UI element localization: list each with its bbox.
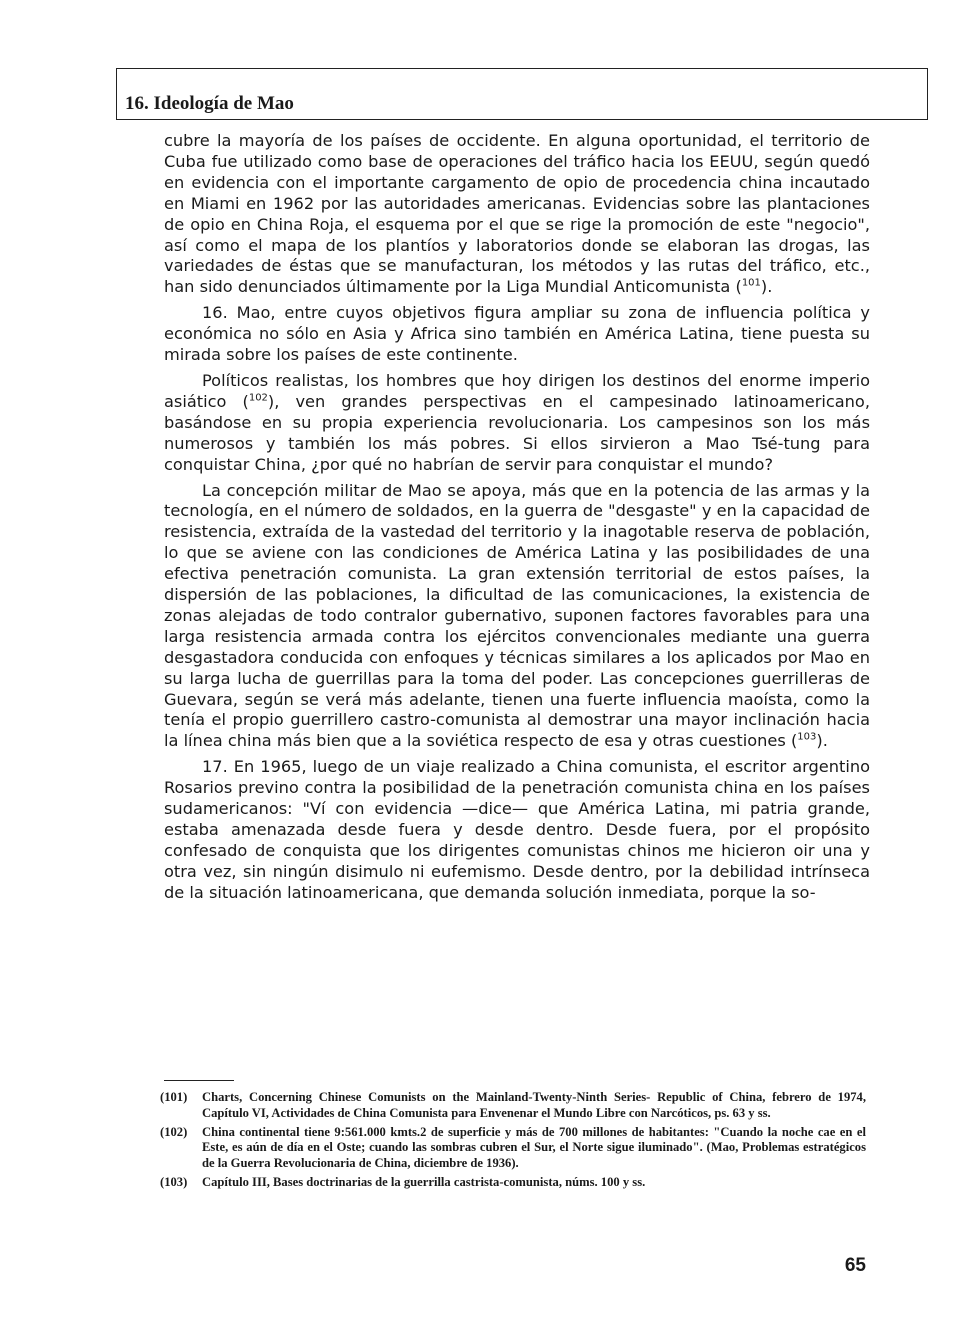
chapter-header xyxy=(116,68,928,120)
footnote-text: China continental tiene 9:561.000 kmts.2 de superficie y más de 700 millones de habitantes: "Cuando la noche cae en el Este, es aún de día en el Oste; cuando las sombras cubren el Sur, el Norte sigue iluminado". (Mao, Problemas estratégicos de la Guerra Revolucionaria de China, diciembre de 1936). xyxy=(202,1124,866,1171)
footnote-ref: 102 xyxy=(248,392,268,404)
paragraph: Políticos realistas, los hombres que hoy dirigen los destinos del enorme imperio asiático ($^{102}$), ven grandes perspectivas en el campesinado latinoamericano, basándose en su propia experiencia revolucionaria. Los campesinos son los más numerosos y también los más pobres. Si ellos sirvieron a Mao Tsé-tung para conquistar China, ¿por qué no habrían de servir para conquistar el mundo? xyxy=(164,370,870,474)
footnote xyxy=(160,1175,866,1191)
footnotes xyxy=(160,1090,866,1194)
page-number: 65 xyxy=(844,1255,866,1276)
paragraph: cubre la mayoría de los países de occidente. En alguna oportunidad, el territorio de Cuba fue utilizado como base de operaciones del tráfico hacia los EEUU, según quedó en evidencia con el importante cargamento de opio de procedencia china incautado en Miami en 1962 por las autoridades americanas. Evidencias sobre las plantaciones de opio en China Roja, el esquema por el que se rige la promoción de este "negocio", así como el mapa de los plantíos y laboratorios donde se elaboran las drogas, las variedades de éstas que se manufacturan, los métodos y las rutas del tráfico, etc., han sido denunciados últimamente por la Liga Mundial Anticomunista ($^{101}$). xyxy=(164,131,870,297)
footnote-divider xyxy=(164,1080,234,1081)
paragraph: 17. En 1965, luego de un viaje realizado a China comunista, el escritor argentino Rosarios previno contra la posibilidad de la penetración comunista china en los países sudamericanos: "Ví con evidencia —dice— que América Latina, mi patria grande, estaba amenazada desde fuera y desde dentro. Desde fuera, por el propósito confesado de conquista que los dirigentes comunistas chinos me hicieron oir una y otra vez, sin ningún disimulo ni eufemismo. Desde dentro, por la debilidad intrínseca de la situación latinoamericana, que demanda solución inmediata, porque la so- xyxy=(164,757,870,902)
footnote-text: Capítulo III, Bases doctrinarias de la guerrilla castrista-comunista, núms. 100 y ss. xyxy=(202,1174,646,1189)
chapter-title: 16. Ideología de Mao xyxy=(125,93,294,114)
footnote-number: (102) xyxy=(160,1124,188,1139)
paragraph: 16. Mao, entre cuyos objetivos figura ampliar su zona de influencia política y económica no sólo en Asia y Africa sino también en América Latina, tiene puesta su mirada sobre los países de este continente. xyxy=(164,303,870,365)
footnote-number: (103) xyxy=(160,1174,188,1189)
footnote-ref: 103 xyxy=(797,731,817,743)
footnote-text: Charts, Concerning Chinese Comunists on the Mainland-Twenty-Ninth Series- Republic of China, febrero de 1974, Capítulo VI, Actividades de China Comunista para Envenenar el Mundo Libre con Narcóticos, ps. 63 y ss. xyxy=(202,1090,866,1120)
footnote xyxy=(160,1125,866,1172)
paragraph: La concepción militar de Mao se apoya, más que en la potencia de las armas y la tecnología, en el número de soldados, en la guerra de "desgaste" y en la capacidad de resistencia, extraída de la vastedad del territorio y la inagotable reserva de población, lo que se aviene con las condiciones de América Latina y las posibilidades de una efectiva penetración comunista. La gran extensión territorial de estos países, la dispersión de las poblaciones, la dificultad de las comunicaciones, la existencia de zonas alejadas de todo contralor gubernativo, suponen factores favorables para una larga resistencia armada contra los ejércitos convencionales mediante una guerra desgastadora conducida con enfoques y técnicas similares a los aplicados por Mao en su larga lucha de guerrillas para la toma del poder. Las concepciones guerrilleras de Guevara, según se verá más adelante, tienen una fuerte influencia maoísta, como la tenía el propio guerrillero castro-comunista al demostrar una mayor inclinación hacia la línea china más bien que a la soviética respecto de esa y otras cuestiones ($^{103}$). xyxy=(164,480,870,751)
footnote-ref: 101 xyxy=(741,277,761,289)
footnote-number: (101) xyxy=(160,1090,188,1104)
footnote xyxy=(160,1090,866,1122)
body-text xyxy=(164,131,870,909)
